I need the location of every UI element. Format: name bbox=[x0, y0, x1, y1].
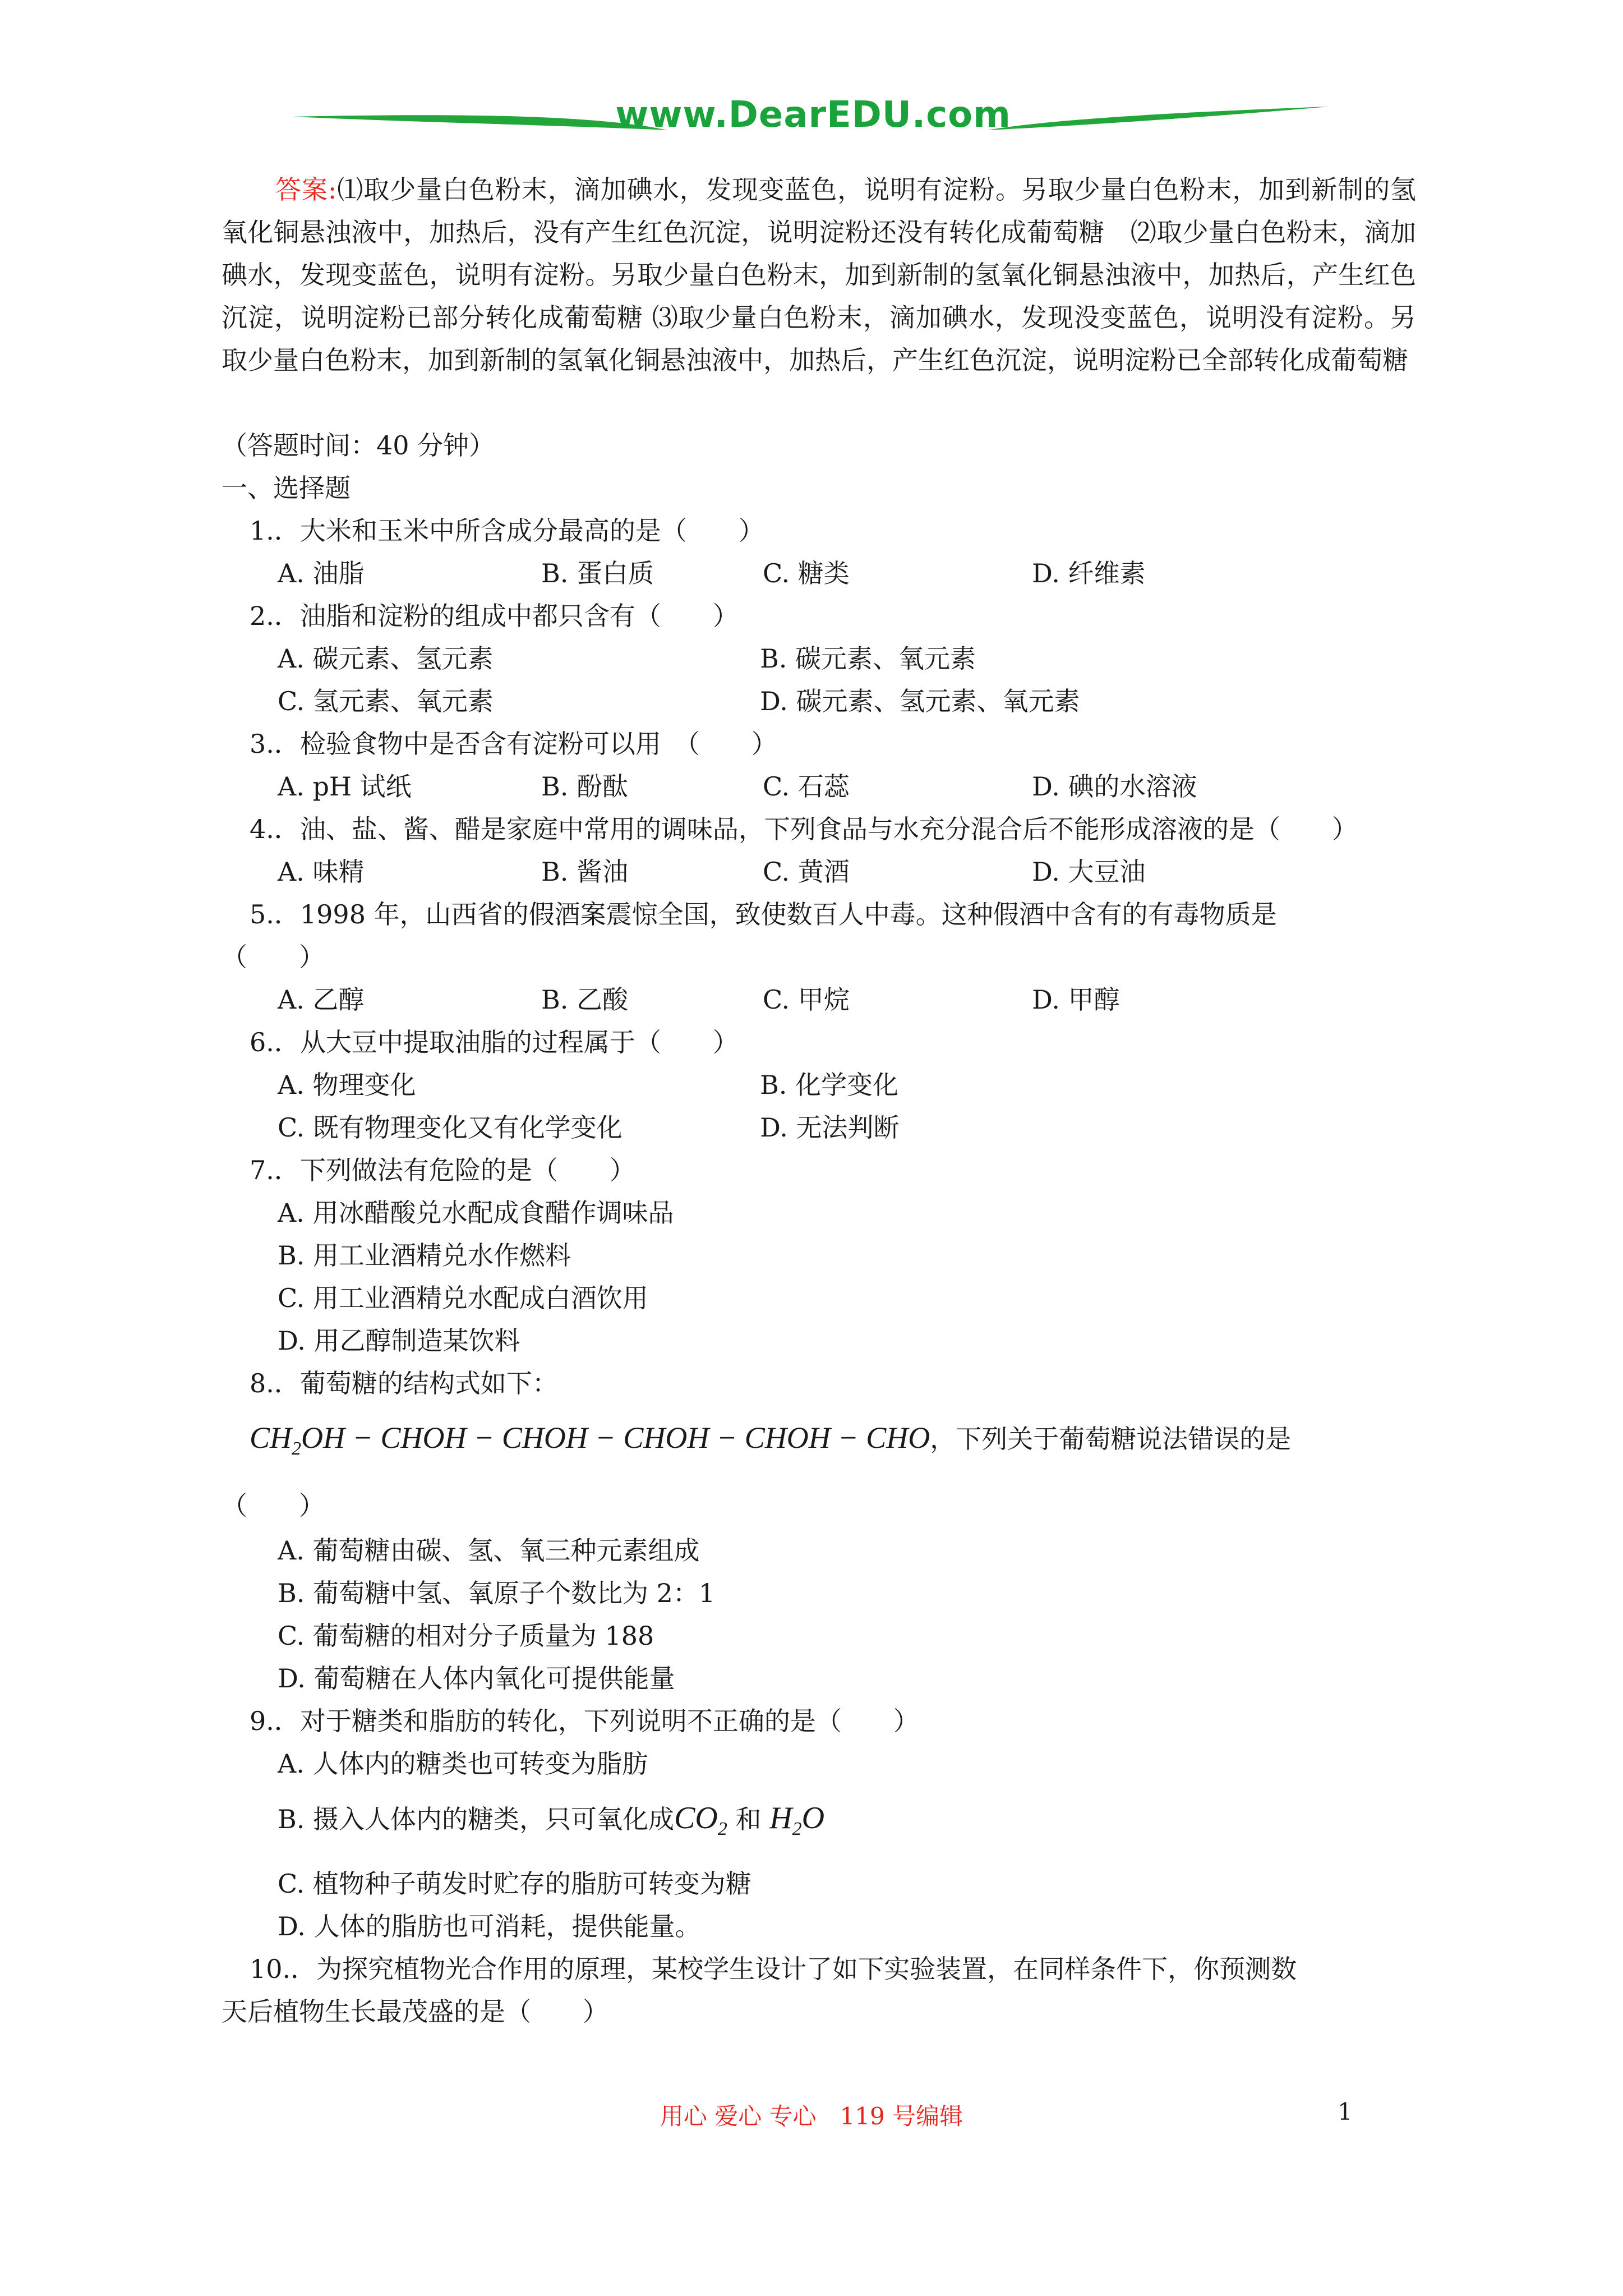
option-a: A. 油脂 bbox=[278, 558, 365, 588]
option-c: C. 葡萄糖的相对分子质量为 188 bbox=[278, 1620, 654, 1651]
option-a: A. 碳元素、氢元素 bbox=[278, 643, 494, 674]
question-10-stem: 10.．为探究植物光合作用的原理，某校学生设计了如下实验装置，在同样条件下，你预测数 bbox=[250, 1953, 1297, 1984]
option-c: C. 石蕊 bbox=[763, 771, 850, 802]
question-10-stem-line2: 天后植物生长最茂盛的是（ ） bbox=[222, 1996, 608, 2027]
option-d: D. 大豆油 bbox=[1032, 857, 1146, 887]
option-c: C. 氢元素、氧元素 bbox=[278, 686, 494, 716]
h2o-formula: $H_2O$ bbox=[769, 1800, 825, 1839]
question-1-stem: 1.．大米和玉米中所含成分最高的是（ ） bbox=[250, 516, 764, 546]
question-8-blank: （ ） bbox=[222, 1490, 325, 1521]
option-a: A. 人体内的糖类也可转变为脂肪 bbox=[278, 1748, 648, 1779]
option-a: A. 葡萄糖由碳、氢、氧三种元素组成 bbox=[278, 1535, 700, 1566]
question-5-blank: （ ） bbox=[222, 942, 325, 972]
option-d: D. 纤维素 bbox=[1032, 558, 1146, 588]
question-6-options-row2 bbox=[222, 1106, 1416, 1149]
option-d: D. 甲醇 bbox=[1032, 984, 1120, 1015]
answer-text: ⑴取少量白色粉末，滴加碘水，发现变蓝色，说明有淀粉。另取少量白色粉末，加到新制的氢氧化铜悬浊液中，加热后，没有产生红色沉淀，说明淀粉还没有转化成葡萄糖 ⑵取少量白色粉末，滴加碘水，发现变蓝色，说明有淀粉。另取少量白色粉末，加到新制的氢氧化铜悬浊液中，加热后，产生红色沉淀，说明淀粉已部分转化成葡萄糖 ⑶取少量白色粉末，滴加碘水，发现没变蓝色，说明没有淀粉。另取少量白色粉末，加到新制的氢氧化铜悬浊液中，加热后，产生红色沉淀，说明淀粉已全部转化成葡萄糖 bbox=[222, 174, 1417, 375]
option-d: D. 葡萄糖在人体内氧化可提供能量 bbox=[278, 1663, 675, 1694]
option-b: B. 摄入人体内的糖类，只可氧化成$CO_2$ 和 $H_2O$ bbox=[278, 1800, 825, 1839]
question-5-stem: 5.．1998 年，山西省的假酒案震惊全国，致使数百人中毒。这种假酒中含有的有毒物质是 bbox=[250, 899, 1277, 930]
answer-paragraph bbox=[222, 168, 1416, 381]
question-4-stem: 4.．油、盐、酱、醋是家庭中常用的调味品，下列食品与水充分混合后不能形成溶液的是（ ） bbox=[250, 814, 1358, 844]
option-c: C. 黄酒 bbox=[763, 857, 850, 887]
option-b: B. 用工业酒精兑水作燃料 bbox=[278, 1240, 571, 1271]
option-a: A. 用冰醋酸兑水配成食醋作调味品 bbox=[278, 1198, 674, 1228]
question-2-stem: 2.．油脂和淀粉的组成中都只含有（ ） bbox=[250, 601, 739, 631]
option-a: A. 物理变化 bbox=[278, 1070, 416, 1100]
question-3-options bbox=[222, 765, 1416, 808]
option-a: A. 味精 bbox=[278, 857, 365, 887]
footer-editor-note: 用心 爱心 专心 119 号编辑 bbox=[660, 2102, 963, 2130]
option-b: B. 葡萄糖中氢、氧原子个数比为 2：1 bbox=[278, 1577, 716, 1608]
option-d: D. 碳元素、氢元素、氧元素 bbox=[760, 686, 1080, 716]
question-5-options bbox=[222, 978, 1416, 1021]
question-2-options-row2 bbox=[222, 680, 1416, 723]
option-d: D. 人体的脂肪也可消耗，提供能量。 bbox=[278, 1911, 701, 1941]
site-header bbox=[280, 84, 1346, 157]
option-c: C. 既有物理变化又有化学变化 bbox=[278, 1112, 623, 1143]
option-a: A. 乙醇 bbox=[278, 984, 365, 1015]
question-4-options bbox=[222, 850, 1416, 893]
option-b: B. 酱油 bbox=[541, 857, 629, 887]
option-d: D. 用乙醇制造某饮料 bbox=[278, 1326, 520, 1356]
site-logo-text: www.DearEDU.com bbox=[615, 94, 1011, 136]
page-number: 1 bbox=[1338, 2098, 1353, 2125]
option-d: D. 无法判断 bbox=[760, 1112, 900, 1143]
option-b: B. 化学变化 bbox=[760, 1070, 899, 1100]
time-note: （答题时间：40 分钟） bbox=[222, 430, 495, 461]
question-2-options-row1 bbox=[222, 637, 1416, 680]
option-c: C. 甲烷 bbox=[763, 984, 850, 1015]
section-title: 一、选择题 bbox=[222, 473, 351, 503]
option-c: C. 用工业酒精兑水配成白酒饮用 bbox=[278, 1283, 648, 1313]
option-b: B. 酚酞 bbox=[541, 771, 629, 802]
question-3-stem: 3.．检验食物中是否含有淀粉可以用 （ ） bbox=[250, 729, 777, 759]
option-b: B. 碳元素、氧元素 bbox=[760, 643, 976, 674]
co2-formula: $CO_2$ bbox=[674, 1800, 727, 1839]
question-1-options bbox=[222, 552, 1416, 595]
option-c: C. 糖类 bbox=[763, 558, 850, 588]
answer-label: 答案: bbox=[275, 174, 337, 205]
option-b: B. 乙酸 bbox=[541, 984, 629, 1015]
question-6-stem: 6.．从大豆中提取油脂的过程属于（ ） bbox=[250, 1027, 739, 1057]
question-8-stem: 8.．葡萄糖的结构式如下： bbox=[250, 1368, 558, 1398]
document-body bbox=[222, 168, 1416, 2033]
question-8-formula-line bbox=[222, 1405, 1416, 1482]
option-d: D. 碘的水溶液 bbox=[1032, 771, 1197, 802]
question-6-options-row1 bbox=[222, 1064, 1416, 1106]
question-9-stem: 9.．对于糖类和脂肪的转化，下列说明不正确的是（ ） bbox=[250, 1705, 919, 1736]
option-a: A. pH 试纸 bbox=[278, 771, 412, 802]
option-b: B. 蛋白质 bbox=[541, 558, 654, 588]
option-c: C. 植物种子萌发时贮存的脂肪可转变为糖 bbox=[278, 1868, 751, 1899]
glucose-formula: $CH_2OH$ − CHOH − CHOH − CHOH − CHOH − CHO bbox=[250, 1421, 930, 1459]
question-8-stem-tail: ，下列关于葡萄糖说法错误的是 bbox=[930, 1424, 1292, 1454]
question-7-stem: 7.．下列做法有危险的是（ ） bbox=[250, 1155, 635, 1185]
